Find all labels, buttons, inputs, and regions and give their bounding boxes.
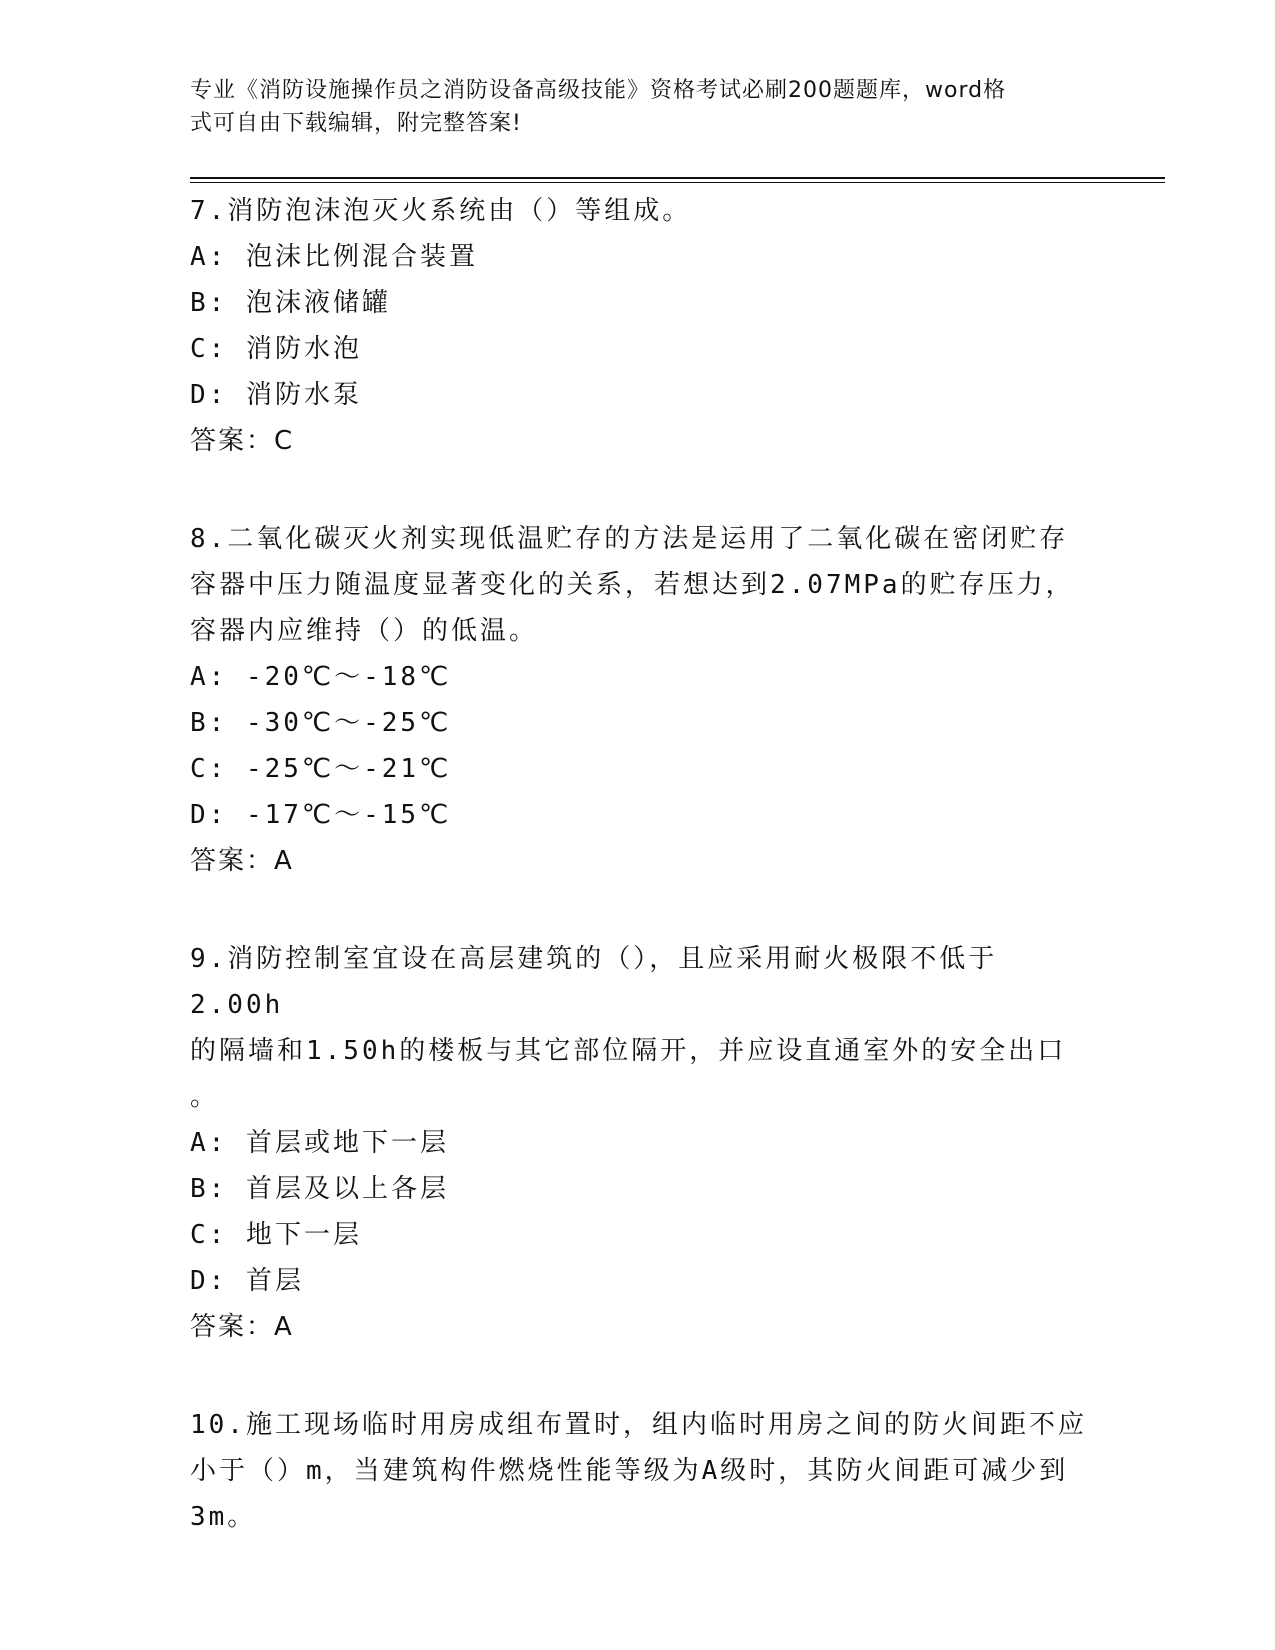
answer: 答案：C [190, 426, 295, 456]
option-c: C: 消防水泡 [190, 334, 362, 364]
option-a: A: 首层或地下一层 [190, 1128, 449, 1158]
header-divider-thin [190, 182, 1165, 183]
option-c: C: -25℃～-21℃ [190, 754, 452, 784]
option-b: B: -30℃～-25℃ [190, 708, 452, 738]
option-d: D: -17℃～-15℃ [190, 800, 452, 830]
option-b: B: 首层及以上各层 [190, 1174, 449, 1204]
question-7 [190, 188, 1090, 464]
header-title-line-2: 式可自由下载编辑，附完整答案! [190, 111, 522, 136]
question-stem: 8.二氧化碳灭火剂实现低温贮存的方法是运用了二氧化碳在密闭贮存 容器中压力随温度显著变化的关系，若想达到2.07MPa的贮存压力， 容器内应维持（）的低温。 [190, 524, 1075, 646]
question-9 [190, 936, 1090, 1350]
answer: 答案：A [190, 846, 294, 876]
question-stem: 9.消防控制室宜设在高层建筑的（），且应采用耐火极限不低于2.00h 的隔墙和1.50h的楼板与其它部位隔开，并应设直通室外的安全出口 。 [190, 944, 1067, 1112]
question-stem: 7.消防泡沫泡灭火系统由（）等组成。 [190, 196, 692, 226]
header-title-line-1: 专业《消防设施操作员之消防设备高级技能》资格考试必刷200题题库，word格 [190, 78, 1007, 103]
option-b: B: 泡沫液储罐 [190, 288, 391, 318]
header-divider [190, 177, 1165, 179]
page-header [190, 74, 1080, 140]
option-d: D: 首层 [190, 1266, 304, 1296]
question-list [190, 188, 1090, 1592]
option-a: A: 泡沫比例混合装置 [190, 242, 478, 272]
option-c: C: 地下一层 [190, 1220, 362, 1250]
question-stem: 10.施工现场临时用房成组布置时，组内临时用房之间的防火间距不应 小于（）m，当建筑构件燃烧性能等级为A级时，其防火间距可减少到 3m。 [190, 1410, 1087, 1532]
question-10 [190, 1402, 1090, 1540]
option-d: D: 消防水泵 [190, 380, 362, 410]
option-a: A: -20℃～-18℃ [190, 662, 452, 692]
question-8 [190, 516, 1090, 884]
answer: 答案：A [190, 1312, 294, 1342]
